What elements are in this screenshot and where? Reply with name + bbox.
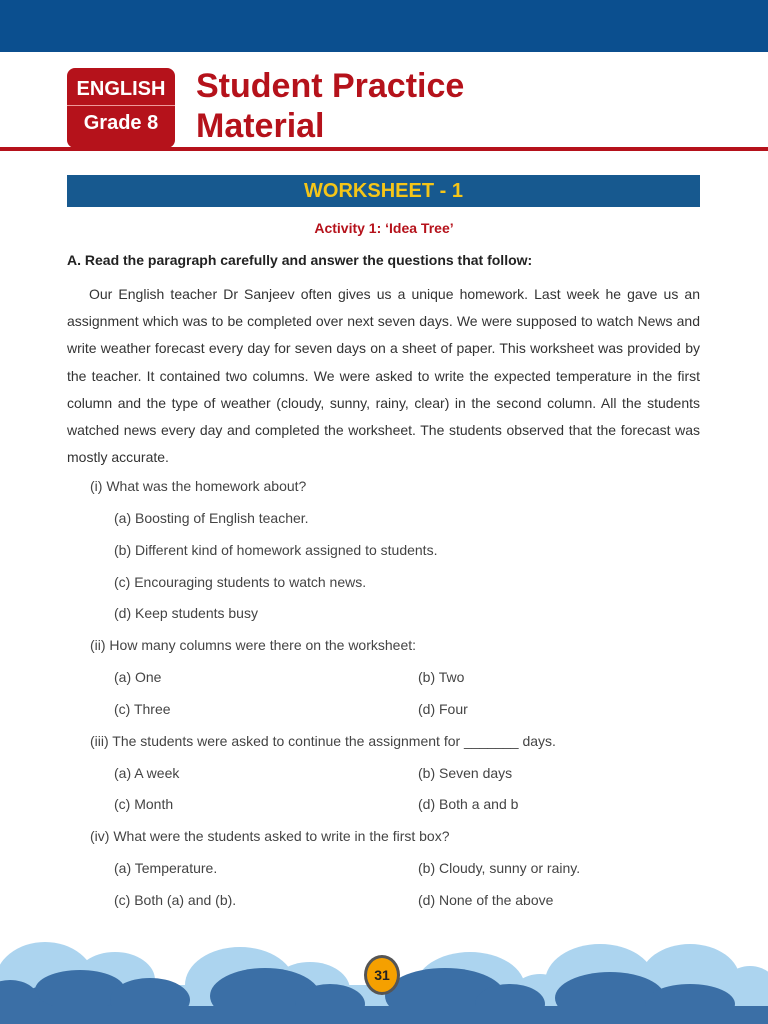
page-number: 31 <box>364 955 400 995</box>
option: (c) Encouraging students to watch news. <box>114 574 367 590</box>
option: (d) Both a and b <box>418 796 519 812</box>
option: (b) Different kind of homework assigned to students. <box>114 542 438 558</box>
option: (a) Boosting of English teacher. <box>114 510 309 526</box>
option: (c) Month <box>114 796 174 812</box>
page-title <box>196 66 464 146</box>
title-line-2: Material <box>196 107 325 145</box>
activity-title: Activity 1: ‘Idea Tree’ <box>314 220 454 236</box>
subject-badge <box>67 68 175 148</box>
subject-label: ENGLISH <box>67 68 175 106</box>
option: (b) Seven days <box>418 765 513 781</box>
question-1: (i) What was the homework about? <box>90 478 307 494</box>
header-divider <box>0 147 768 151</box>
reading-paragraph <box>67 281 700 471</box>
title-line-1: Student Practice <box>196 67 465 105</box>
option: (a) Temperature. <box>114 860 218 876</box>
question-3: (iii) The students were asked to continue the assignment for _______ days. <box>90 733 556 749</box>
option: (d) None of the above <box>418 892 554 908</box>
option: (d) Keep students busy <box>114 605 258 621</box>
option: (c) Both (a) and (b). <box>114 892 237 908</box>
option: (a) A week <box>114 765 180 781</box>
top-banner <box>0 0 768 52</box>
question-2: (ii) How many columns were there on the worksheet: <box>90 637 417 653</box>
grade-label: Grade 8 <box>83 112 159 134</box>
question-4: (iv) What were the students asked to write in the first box? <box>90 828 450 844</box>
option: (a) One <box>114 669 162 685</box>
paragraph-text: Our English teacher Dr Sanjeev often gives us a unique homework. Last week he gave us an assignment which was to be completed over next seven days. We were supposed to watch News and write weather forecast every day for seven days on a sheet of paper. This worksheet was provided by the teacher. It contained two columns. We were asked to write the expected temperature in the first column and the type of weather (cloudy, sunny, rainy, clear) in the second column. All the students watched news every day and completed the worksheet. The students observed that the forecast was mostly accurate. <box>67 286 700 466</box>
worksheet-heading: WORKSHEET - 1 <box>67 175 700 207</box>
option: (c) Three <box>114 701 171 717</box>
option: (b) Two <box>418 669 465 685</box>
option: (d) Four <box>418 701 468 717</box>
section-a-instruction: A. Read the paragraph carefully and answer the questions that follow: <box>67 252 533 268</box>
option: (b) Cloudy, sunny or rainy. <box>418 860 581 876</box>
